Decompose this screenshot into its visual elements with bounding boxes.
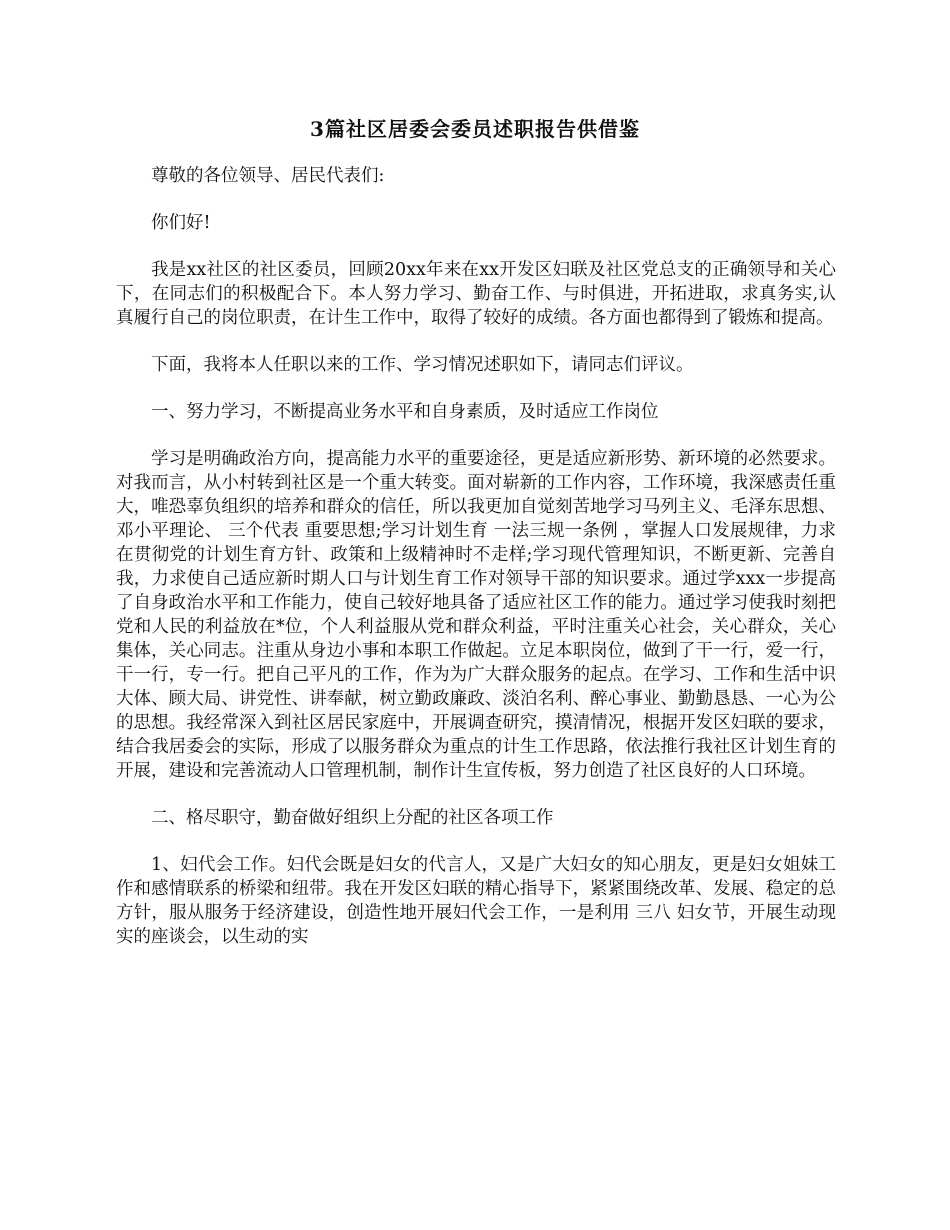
salutation: 尊敬的各位领导、居民代表们: [151,166,385,186]
section-heading-2: 二、格尽职守，勤奋做好组织上分配的社区各项工作 [151,808,554,828]
document-title: 3篇社区居委会委员述职报告供借鉴 [310,117,640,141]
section-heading-1: 一、努力学习，不断提高业务水平和自身素质，及时适应工作岗位 [151,402,659,422]
greeting: 你们好! [151,213,211,233]
introduction-paragraph: 我是xx社区的社区委员，回顾20xx年来在xx开发区妇联及社区党总支的正确领导和关心下，在同志们的积极配合下。本人努力学习、勤奋工作、与时俱进，开拓进取，求真务实,认真履行自己的岗位职责，在计生工作中，取得了较好的成绩。各方面也都得到了锻炼和提高。 [116,260,836,328]
study-paragraph: 学习是明确政治方向，提高能力水平的重要途径，更是适应新形势、新环境的必然要求。对我而言，从小村转到社区是一个重大转变。面对崭新的工作内容，工作环境，我深感责任重大，唯恐辜负组织的培养和群众的信任，所以我更加自觉刻苦地学习马列主义、毛泽东思想、邓小平理论、 三个代表 重要思想;学习计划生育 一法三规一条例 ，掌握人口发展规律，力求在贯彻党的计划生育方针、政策和上级精神时不走样;学习现代管理知识，不断更新、完善自我，力求使自己适应新时期人口与计划生育工作对领导干部的知识要求。通过学xxx一步提高了自身政治水平和工作能力，使自己较好地具备了适应社区工作的能力。通过学习使我时刻把党和人民的利益放在*位，个人利益服从党和群众利益，平时注重关心社会，关心群众，关心集体，关心同志。注重从身边小事和本职工作做起。立足本职岗位，做到了干一行，爱一行，干一行，专一行。把自己平凡的工作，作为为广大群众服务的起点。在学习、工作和生活中识大体、顾大局、讲党性、讲奉献，树立勤政廉政、淡泊名利、醉心事业、勤勤恳恳、一心为公的思想。我经常深入到社区居民家庭中，开展调查研究，摸清情况，根据开发区妇联的要求，结合我居委会的实际，形成了以服务群众为重点的计生工作思路，依法推行我社区计划生育的开展，建设和完善流动人口管理机制，制作计生宣传板，努力创造了社区良好的人口环境。 [116,449,836,781]
overview-paragraph: 下面，我将本人任职以来的工作、学习情况述职如下，请同志们评议。 [151,355,694,375]
womens-congress-paragraph: 1、妇代会工作。妇代会既是妇女的代言人，又是广大妇女的知心朋友，更是妇女姐妹工作和感情联系的桥梁和纽带。我在开发区妇联的精心指导下，紧紧围绕改革、发展、稳定的总方针，服从服务于经济建设，创造性地开展妇代会工作，一是利用 三八 妇女节，开展生动现实的座谈会，以生动的实 [116,855,836,947]
document-body [116,164,836,972]
